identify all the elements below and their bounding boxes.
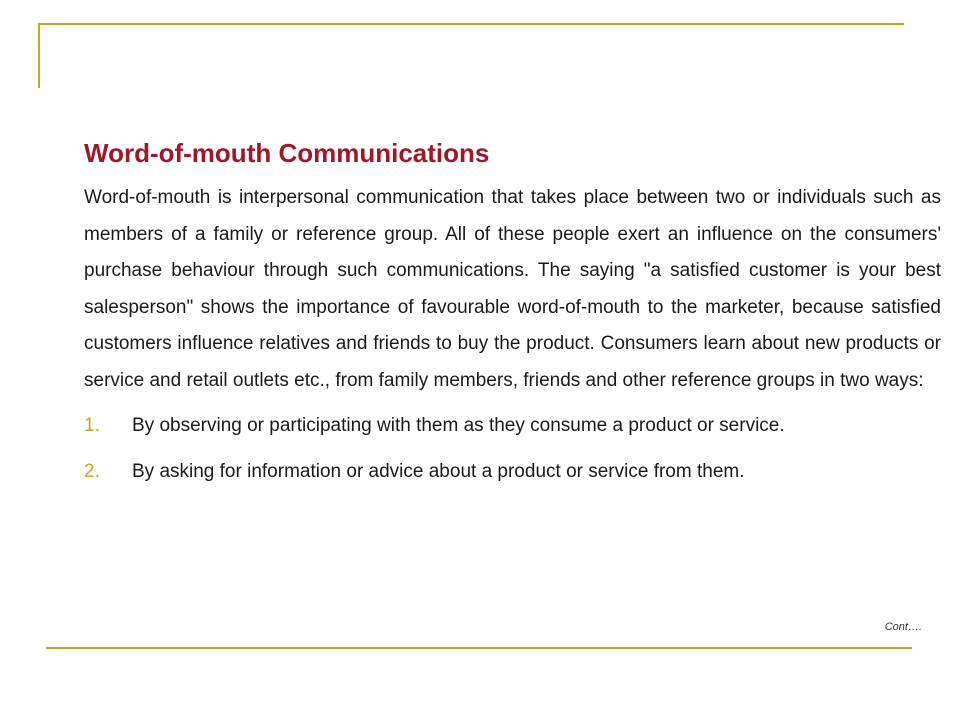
numbered-list — [84, 408, 941, 490]
continued-note: Cont…. — [884, 621, 922, 633]
list-item-text: By asking for information or advice about a product or service from them. — [132, 460, 745, 482]
bottom-decorative-rule — [46, 647, 912, 649]
left-decorative-rule — [38, 23, 40, 88]
list-item-text: By observing or participating with them as they consume a product or service. — [132, 415, 785, 436]
list-item-number: 1. — [84, 415, 100, 436]
list-item-number: 2. — [84, 460, 100, 482]
slide-content — [84, 134, 941, 499]
body-paragraph: Word-of-mouth is interpersonal communication that takes place between two or individuals such as members of a family or reference group. All of these people exert an influence on the consumers' purchase behaviour through such communications. The saying "a satisfied customer is your best salesperson" shows the importance of favourable word-of-mouth to the marketer, because satisfied customers influence relatives and friends to buy the product. Consumers learn about new products or service and retail outlets etc., from family members, friends and other reference groups in two ways: — [84, 187, 941, 391]
top-decorative-rule — [38, 23, 904, 25]
slide-title: Word-of-mouth Communications — [84, 138, 490, 168]
list-item — [84, 408, 941, 445]
list-item — [84, 454, 941, 491]
